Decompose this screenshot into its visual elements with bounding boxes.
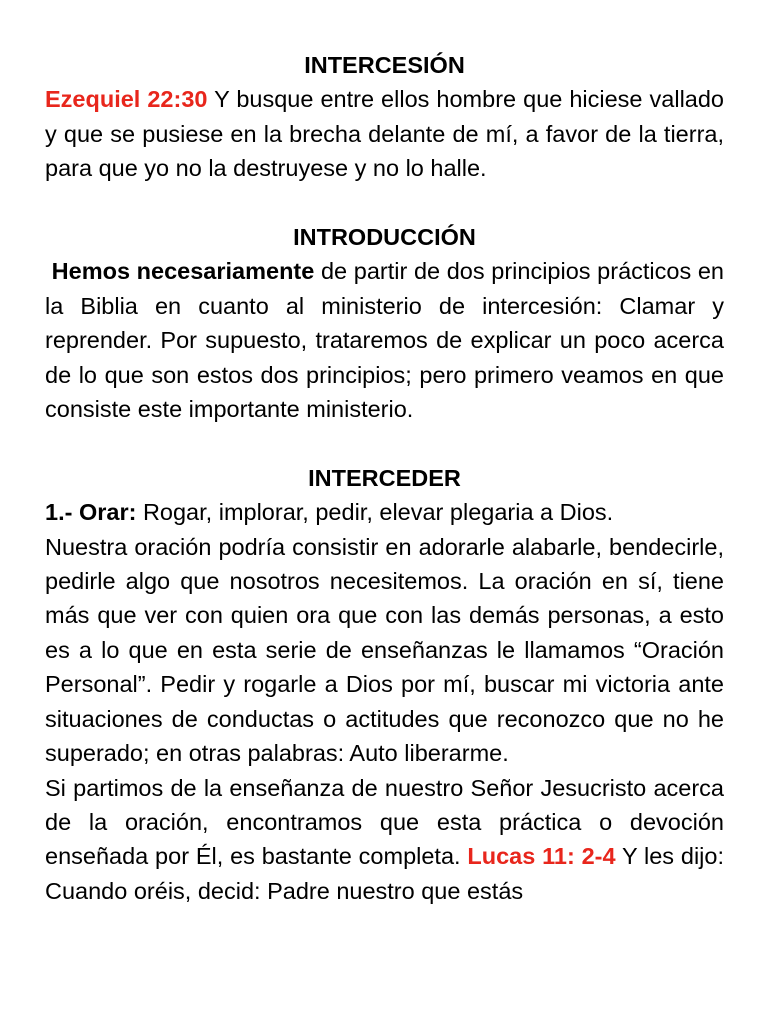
verse-paragraph — [45, 82, 724, 185]
heading-intercesion: INTERCESIÓN — [304, 52, 465, 78]
body-paragraph-2-text: Si partimos de la enseñanza de nuestro Señor Jesucristo acerca de la oración, encontramos que esta práctica o devoción enseñada por Él, es bastante completa. — [45, 774, 724, 870]
body-paragraph-1: Nuestra oración podría consistir en adorarle alabarle, bendecirle, pedirle algo que nosotros necesitemos. La oración en sí, tiene más que ver con quien ora que con las demás personas, a esto es a lo que en esta serie de enseñanzas le llamamos “Oración Personal”. Pedir y rogarle a Dios por mí, buscar mi victoria ante situaciones de conductas o actitudes que reconozco que no he superado; en otras palabras: Auto liberarme. — [45, 533, 724, 767]
spacer — [45, 426, 724, 460]
document-page — [45, 48, 724, 908]
intro-lead: Hemos necesariamente — [51, 258, 315, 285]
spacer — [45, 186, 724, 220]
intro-paragraph — [45, 254, 724, 426]
bible-reference-ezequiel: Ezequiel 22:30 — [45, 86, 208, 113]
definition-item — [45, 495, 724, 529]
verse-text: Y busque entre ellos hombre que hiciese vallado y que se pusiese en la brecha delante de mí, a favor de la tierra, para que yo no la destruyese y no lo halle. — [45, 86, 725, 182]
intro-text: de partir de dos principios prácticos en la Biblia en cuanto al ministerio de intercesión: Clamar y reprender. Por supuesto, trataremos de explicar un poco acerca de lo que son estos dos principios; pero primero veamos en que consiste este importante ministerio. — [45, 258, 724, 423]
heading-interceder: INTERCEDER — [308, 464, 461, 491]
definition-text: Rogar, implorar, pedir, elevar plegaria a Dios. — [136, 499, 614, 526]
body-paragraph-2 — [45, 771, 724, 909]
heading-introduccion: INTRODUCCIÓN — [293, 224, 476, 251]
definition-label: 1.- Orar: — [45, 499, 137, 526]
body-paragraph-2-tail: Y les dijo: Cuando oréis, decid: Padre nuestro que estás — [45, 843, 724, 904]
bible-reference-lucas: Lucas 11: 2-4 — [467, 843, 616, 870]
